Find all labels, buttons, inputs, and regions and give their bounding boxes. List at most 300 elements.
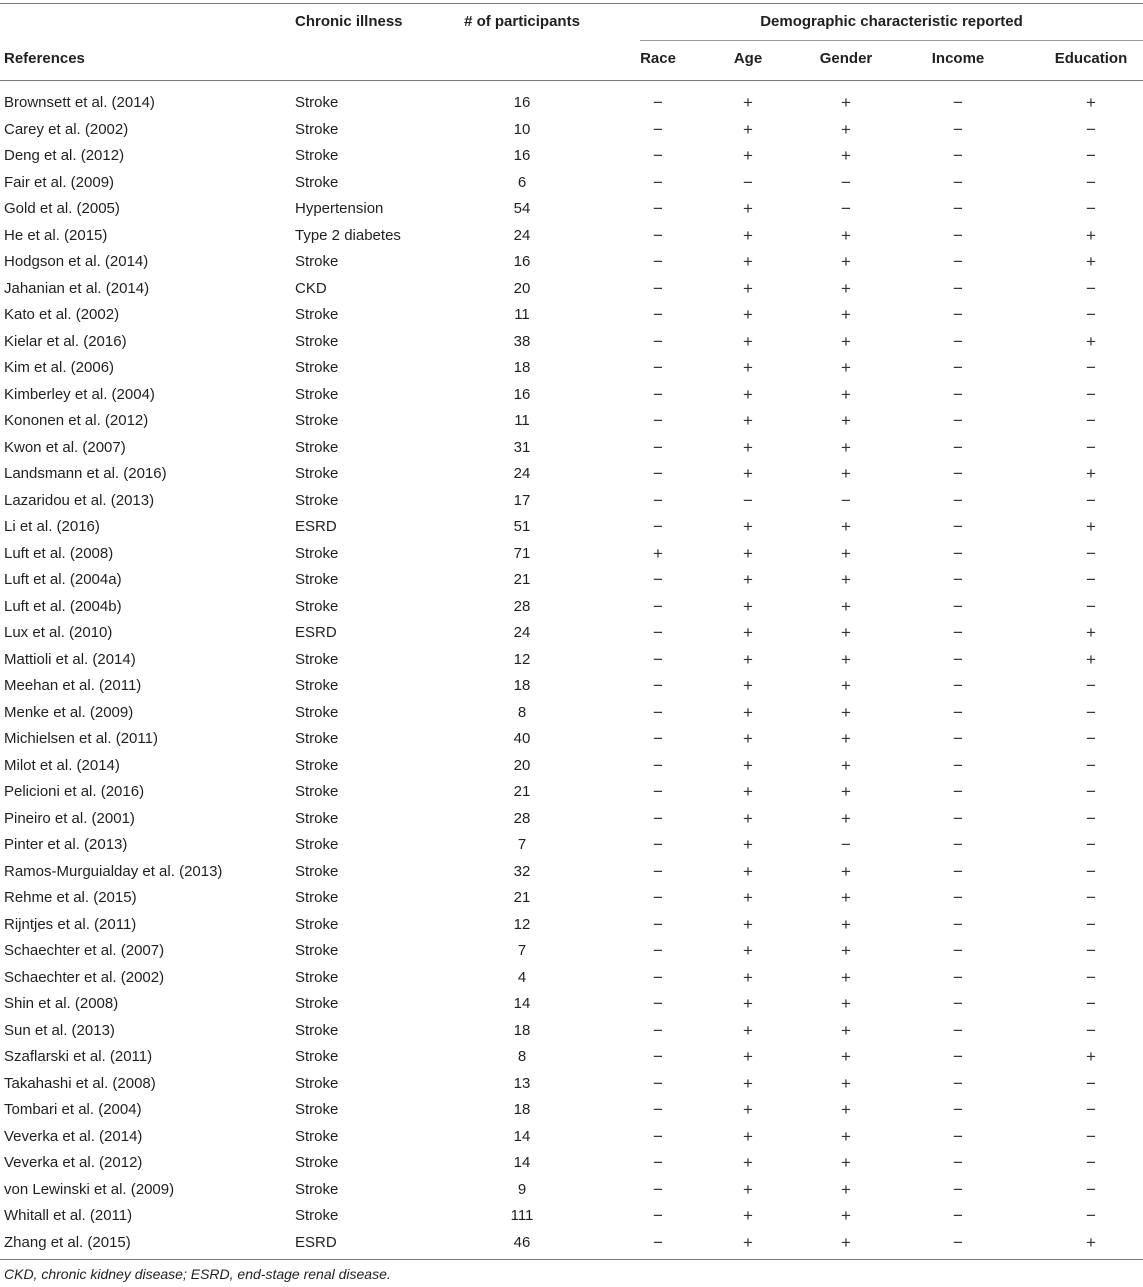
participants-cell: 51 [513, 518, 531, 535]
participants-cell: 18 [513, 1021, 531, 1039]
reference-cell: Kato et al. (2002) [4, 306, 120, 323]
age-cell: + [743, 1020, 753, 1040]
table-row [0, 541, 1143, 568]
illness-cell: Stroke [295, 173, 339, 191]
income-cell: − [953, 1126, 963, 1146]
race-cell: − [653, 570, 663, 589]
education-cell: − [1086, 676, 1096, 695]
income-cell: − [953, 278, 963, 298]
illness-cell: Stroke [295, 385, 339, 403]
education-cell: − [1086, 967, 1096, 987]
race-cell: − [653, 1179, 663, 1199]
gender-cell: + [841, 1100, 851, 1119]
education-cell: − [1086, 1179, 1096, 1199]
income-cell: − [953, 543, 963, 563]
participants-cell: 21 [513, 783, 531, 800]
education-cell: − [1086, 490, 1096, 510]
age-cell: + [743, 676, 753, 695]
gender-cell: + [841, 1020, 851, 1040]
illness-cell: Stroke [295, 1207, 339, 1224]
education-cell: − [1086, 729, 1096, 748]
age-cell: + [743, 1073, 753, 1093]
table-row [0, 329, 1143, 356]
participants-cell: 11 [514, 306, 530, 323]
table-row [0, 143, 1143, 170]
participants-cell: 16 [513, 253, 531, 270]
race-cell: − [653, 914, 663, 934]
table-row [0, 249, 1143, 276]
reference-cell: Kim et al. (2006) [4, 359, 115, 376]
race-cell: − [653, 1232, 663, 1252]
illness-cell: Stroke [295, 1074, 339, 1092]
header-participants: # of participants [464, 13, 580, 30]
illness-cell: Stroke [295, 703, 339, 721]
education-cell: − [1086, 702, 1096, 722]
education-cell: − [1086, 888, 1096, 907]
race-cell: − [653, 464, 663, 483]
education-cell: − [1086, 411, 1096, 430]
participants-cell: 31 [513, 438, 531, 456]
education-cell: − [1086, 1153, 1096, 1172]
participants-cell: 11 [514, 412, 530, 429]
race-cell: − [653, 676, 663, 695]
age-cell: + [743, 119, 753, 139]
reference-cell: Schaechter et al. (2002) [4, 968, 165, 986]
table-row [0, 938, 1143, 965]
illness-cell: Stroke [295, 332, 339, 350]
table-row [0, 488, 1143, 515]
table-row [0, 196, 1143, 223]
gender-cell: + [841, 1047, 851, 1066]
race-cell: − [653, 649, 663, 669]
gender-cell: + [841, 782, 851, 801]
age-cell: + [743, 623, 753, 642]
education-cell: − [1086, 1126, 1096, 1146]
income-cell: − [953, 596, 963, 616]
participants-cell: 38 [513, 332, 531, 350]
income-cell: − [953, 1020, 963, 1040]
illness-cell: Stroke [295, 491, 339, 509]
participants-cell: 9 [517, 1180, 527, 1198]
gender-cell: + [841, 225, 851, 245]
education-cell: + [1086, 93, 1096, 112]
education-cell: − [1086, 570, 1096, 589]
age-cell: + [743, 702, 753, 722]
illness-cell: Stroke [295, 1048, 339, 1065]
income-cell: − [953, 570, 963, 589]
illness-cell: Stroke [295, 809, 339, 827]
reference-cell: Lazaridou et al. (2013) [4, 491, 155, 509]
age-cell: + [743, 1206, 753, 1225]
illness-cell: Stroke [295, 995, 339, 1012]
illness-cell: Hypertension [295, 200, 384, 217]
education-cell: − [1086, 1206, 1096, 1225]
income-cell: − [953, 782, 963, 801]
header-race: Race [640, 50, 676, 67]
gender-cell: + [841, 543, 851, 563]
age-cell: + [743, 861, 753, 881]
income-cell: − [953, 93, 963, 112]
reference-cell: Li et al. (2016) [4, 518, 100, 535]
participants-cell: 21 [513, 889, 531, 906]
participants-cell: 24 [513, 624, 531, 641]
education-cell: − [1086, 835, 1096, 854]
participants-cell: 16 [513, 94, 531, 111]
education-cell: − [1086, 861, 1096, 881]
age-cell: + [743, 543, 753, 563]
participants-cell: 10 [513, 120, 531, 138]
participants-cell: 8 [517, 1048, 527, 1065]
education-cell: − [1086, 437, 1096, 457]
income-cell: − [953, 888, 963, 907]
table-row [0, 1124, 1143, 1151]
reference-cell: Kimberley et al. (2004) [4, 385, 155, 403]
table-row [0, 726, 1143, 753]
participants-cell: 7 [517, 836, 527, 853]
header-references: References [4, 50, 85, 67]
income-cell: − [953, 358, 963, 377]
education-cell: + [1086, 225, 1096, 245]
illness-cell: Stroke [295, 862, 339, 880]
gender-cell: + [841, 676, 851, 695]
age-cell: + [743, 252, 753, 271]
race-cell: − [653, 331, 663, 351]
age-cell: + [743, 729, 753, 748]
illness-cell: ESRD [295, 1233, 337, 1251]
education-cell: − [1086, 305, 1096, 324]
education-cell: − [1086, 1100, 1096, 1119]
table-row [0, 1203, 1143, 1230]
illness-cell: Stroke [295, 306, 339, 323]
race-cell: − [653, 172, 663, 192]
race-cell: − [653, 782, 663, 801]
income-cell: − [953, 1047, 963, 1066]
illness-cell: Stroke [295, 650, 339, 668]
age-cell: + [743, 1047, 753, 1066]
gender-cell: − [841, 172, 851, 192]
race-cell: − [653, 994, 663, 1013]
illness-cell: Stroke [295, 1021, 339, 1039]
race-cell: − [653, 252, 663, 271]
table-row [0, 170, 1143, 197]
reference-cell: Tombari et al. (2004) [4, 1101, 142, 1118]
race-cell: − [653, 411, 663, 430]
table-row [0, 1097, 1143, 1124]
participants-cell: 28 [513, 597, 531, 615]
table-top-rule [0, 3, 1143, 4]
age-cell: + [743, 411, 753, 430]
income-cell: − [953, 331, 963, 351]
race-cell: − [653, 278, 663, 298]
gender-cell: + [841, 278, 851, 298]
reference-cell: Meehan et al. (2011) [4, 677, 142, 694]
race-cell: − [653, 702, 663, 722]
income-cell: − [953, 676, 963, 695]
illness-cell: Stroke [295, 1154, 339, 1171]
table-row [0, 594, 1143, 621]
illness-cell: Stroke [295, 783, 339, 800]
illness-cell: Stroke [295, 677, 339, 694]
race-cell: − [653, 1020, 663, 1040]
reference-cell: Szaflarski et al. (2011) [4, 1048, 153, 1065]
gender-cell: + [841, 1153, 851, 1172]
education-cell: − [1086, 146, 1096, 165]
age-cell: + [743, 305, 753, 324]
reference-cell: Schaechter et al. (2007) [4, 942, 165, 959]
age-cell: − [743, 172, 753, 192]
illness-cell: Stroke [295, 597, 339, 615]
income-cell: − [953, 464, 963, 483]
reference-cell: Pinter et al. (2013) [4, 836, 128, 853]
group-header-rule [640, 40, 1143, 41]
gender-cell: + [841, 808, 851, 828]
race-cell: − [653, 384, 663, 404]
gender-cell: + [841, 1179, 851, 1199]
income-cell: − [953, 411, 963, 430]
table-row [0, 408, 1143, 435]
illness-cell: Stroke [295, 730, 339, 747]
gender-cell: + [841, 888, 851, 907]
participants-cell: 12 [513, 650, 531, 668]
income-cell: − [953, 994, 963, 1013]
income-cell: − [953, 967, 963, 987]
reference-cell: Pelicioni et al. (2016) [4, 783, 145, 800]
reference-cell: Shin et al. (2008) [4, 995, 119, 1012]
table-row [0, 435, 1143, 462]
participants-cell: 18 [513, 1101, 531, 1118]
participants-cell: 14 [513, 1127, 531, 1145]
reference-cell: Kielar et al. (2016) [4, 332, 127, 350]
participants-cell: 18 [513, 359, 531, 376]
reference-cell: Kononen et al. (2012) [4, 412, 149, 429]
age-cell: + [743, 1179, 753, 1199]
illness-cell: Stroke [295, 836, 339, 853]
reference-cell: Fair et al. (2009) [4, 173, 115, 191]
age-cell: + [743, 914, 753, 934]
table-row [0, 859, 1143, 886]
age-cell: + [743, 437, 753, 457]
race-cell: − [653, 437, 663, 457]
race-cell: − [653, 1100, 663, 1119]
reference-cell: Rijntjes et al. (2011) [4, 915, 137, 933]
gender-cell: + [841, 1126, 851, 1146]
illness-cell: Type 2 diabetes [295, 226, 401, 244]
income-cell: − [953, 1153, 963, 1172]
illness-cell: Stroke [295, 1101, 339, 1118]
reference-cell: Hodgson et al. (2014) [4, 253, 149, 270]
reference-cell: Luft et al. (2008) [4, 544, 114, 562]
table-row [0, 700, 1143, 727]
gender-cell: − [841, 835, 851, 854]
race-cell: − [653, 967, 663, 987]
reference-cell: Sun et al. (2013) [4, 1021, 115, 1039]
table-row [0, 832, 1143, 859]
income-cell: − [953, 384, 963, 404]
gender-cell: + [841, 994, 851, 1013]
reference-cell: Luft et al. (2004b) [4, 597, 122, 615]
education-cell: − [1086, 199, 1096, 218]
reference-cell: Jahanian et al. (2014) [4, 279, 150, 297]
illness-cell: Stroke [295, 120, 339, 138]
table-row [0, 90, 1143, 117]
gender-cell: + [841, 384, 851, 404]
table-row [0, 806, 1143, 833]
age-cell: + [743, 570, 753, 589]
illness-cell: Stroke [295, 359, 339, 376]
income-cell: − [953, 1232, 963, 1252]
race-cell: − [653, 623, 663, 642]
age-cell: + [743, 755, 753, 775]
age-cell: − [743, 490, 753, 510]
income-cell: − [953, 252, 963, 271]
age-cell: + [743, 384, 753, 404]
gender-cell: + [841, 331, 851, 351]
income-cell: − [953, 199, 963, 218]
age-cell: + [743, 596, 753, 616]
race-cell: − [653, 755, 663, 775]
education-cell: − [1086, 172, 1096, 192]
race-cell: − [653, 861, 663, 881]
reference-cell: Rehme et al. (2015) [4, 889, 137, 906]
table-row [0, 991, 1143, 1018]
illness-cell: ESRD [295, 624, 337, 641]
participants-cell: 8 [517, 703, 527, 721]
education-cell: − [1086, 914, 1096, 934]
table-footnote: CKD, chronic kidney disease; ESRD, end-stage renal disease. [4, 1266, 391, 1282]
education-cell: + [1086, 1232, 1096, 1252]
race-cell: − [653, 517, 663, 536]
table-row [0, 1071, 1143, 1098]
gender-cell: + [841, 517, 851, 536]
race-cell: − [653, 1073, 663, 1093]
illness-cell: CKD [295, 279, 327, 297]
participants-cell: 13 [513, 1074, 531, 1092]
participants-cell: 54 [513, 200, 531, 217]
participants-cell: 12 [513, 915, 531, 933]
reference-cell: Mattioli et al. (2014) [4, 650, 136, 668]
reference-cell: Milot et al. (2014) [4, 756, 120, 774]
gender-cell: + [841, 358, 851, 377]
age-cell: + [743, 941, 753, 960]
income-cell: − [953, 172, 963, 192]
gender-cell: + [841, 93, 851, 112]
reference-cell: Deng et al. (2012) [4, 147, 125, 164]
age-cell: + [743, 1126, 753, 1146]
table-row [0, 567, 1143, 594]
age-cell: + [743, 146, 753, 165]
table-bottom-rule [0, 1259, 1143, 1260]
table-row [0, 779, 1143, 806]
participants-cell: 4 [517, 968, 527, 986]
education-cell: + [1086, 1047, 1096, 1066]
participants-cell: 14 [513, 995, 531, 1012]
race-cell: − [653, 146, 663, 165]
income-cell: − [953, 305, 963, 324]
reference-cell: Veverka et al. (2012) [4, 1154, 143, 1171]
education-cell: + [1086, 252, 1096, 271]
illness-cell: ESRD [295, 518, 337, 535]
income-cell: − [953, 1073, 963, 1093]
gender-cell: + [841, 305, 851, 324]
education-cell: − [1086, 941, 1096, 960]
race-cell: − [653, 729, 663, 748]
participants-cell: 71 [513, 544, 531, 562]
illness-cell: Stroke [295, 1127, 339, 1145]
gender-cell: + [841, 623, 851, 642]
education-cell: − [1086, 384, 1096, 404]
table-row [0, 1177, 1143, 1204]
participants-cell: 6 [517, 173, 527, 191]
race-cell: − [653, 808, 663, 828]
income-cell: − [953, 808, 963, 828]
education-cell: − [1086, 596, 1096, 616]
illness-cell: Stroke [295, 412, 339, 429]
reference-cell: He et al. (2015) [4, 226, 108, 244]
education-cell: − [1086, 278, 1096, 298]
reference-cell: von Lewinski et al. (2009) [4, 1180, 175, 1198]
table-row [0, 1018, 1143, 1045]
education-cell: − [1086, 994, 1096, 1013]
table-row [0, 673, 1143, 700]
race-cell: − [653, 835, 663, 854]
income-cell: − [953, 119, 963, 139]
race-cell: − [653, 941, 663, 960]
reference-cell: Luft et al. (2004a) [4, 571, 122, 588]
header-age: Age [733, 50, 763, 67]
race-cell: − [653, 1153, 663, 1172]
age-cell: + [743, 967, 753, 987]
reference-cell: Brownsett et al. (2014) [4, 94, 155, 111]
illness-cell: Stroke [295, 544, 339, 562]
gender-cell: + [841, 252, 851, 271]
race-cell: − [653, 199, 663, 218]
illness-cell: Stroke [295, 147, 339, 164]
reference-cell: Gold et al. (2005) [4, 200, 120, 217]
education-cell: − [1086, 543, 1096, 563]
participants-cell: 40 [513, 730, 531, 747]
illness-cell: Stroke [295, 756, 339, 774]
income-cell: − [953, 146, 963, 165]
education-cell: − [1086, 782, 1096, 801]
table-row [0, 1230, 1143, 1257]
age-cell: + [743, 808, 753, 828]
age-cell: + [743, 994, 753, 1013]
race-cell: − [653, 93, 663, 112]
participants-cell: 18 [513, 677, 531, 694]
reference-cell: Kwon et al. (2007) [4, 438, 126, 456]
income-cell: − [953, 729, 963, 748]
income-cell: − [953, 1179, 963, 1199]
income-cell: − [953, 517, 963, 536]
participants-cell: 20 [513, 279, 531, 297]
reference-cell: Carey et al. (2002) [4, 120, 129, 138]
reference-cell: Lux et al. (2010) [4, 624, 113, 641]
gender-cell: − [841, 199, 851, 218]
participants-cell: 24 [513, 226, 531, 244]
gender-cell: + [841, 914, 851, 934]
illness-cell: Stroke [295, 253, 339, 270]
gender-cell: + [841, 861, 851, 881]
income-cell: − [953, 649, 963, 669]
income-cell: − [953, 623, 963, 642]
participants-cell: 16 [513, 385, 531, 403]
age-cell: + [743, 1153, 753, 1172]
participants-cell: 32 [513, 862, 531, 880]
gender-cell: + [841, 464, 851, 483]
table-row [0, 276, 1143, 303]
gender-cell: + [841, 596, 851, 616]
gender-cell: + [841, 1073, 851, 1093]
